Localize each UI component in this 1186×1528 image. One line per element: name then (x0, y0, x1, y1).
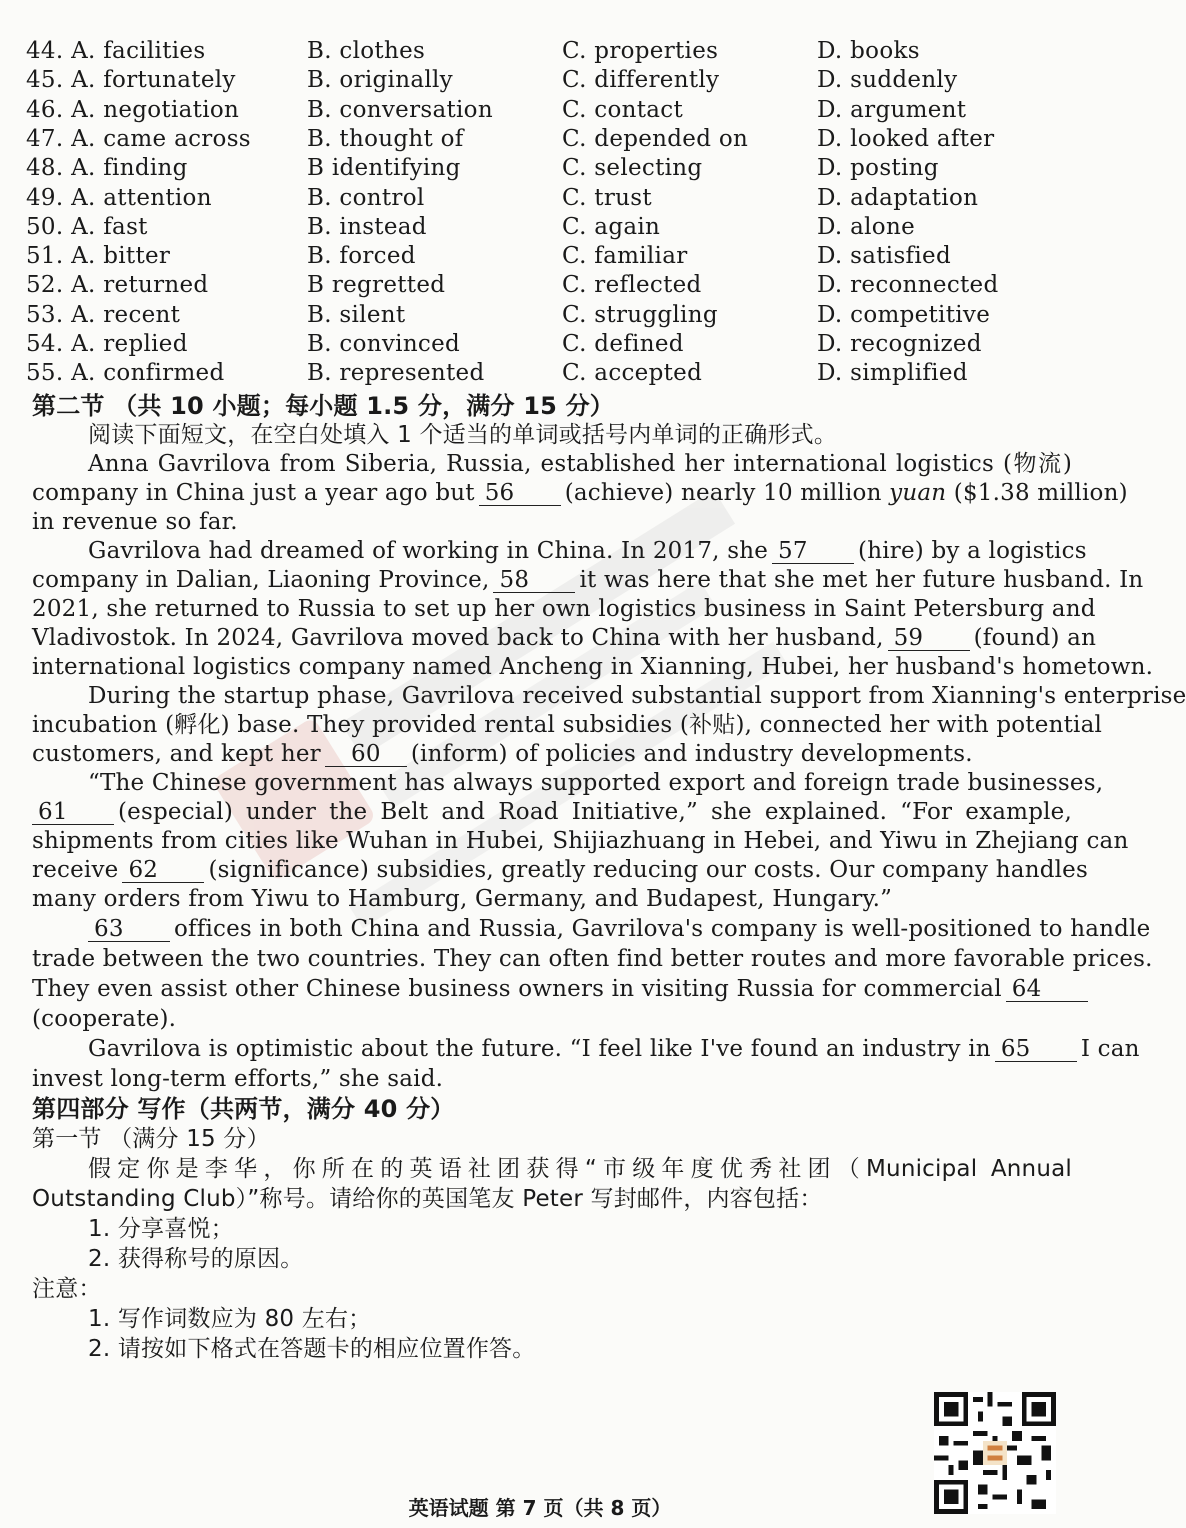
note-label: 注意： (32, 1276, 102, 1302)
option-d: D. reconnected (817, 272, 999, 299)
question-number: 47. (26, 125, 64, 152)
section2-instruction: 阅读下面短文，在空白处填入 1 个适当的单词或括号内单词的正确形式。 (88, 422, 838, 448)
option-text: A. returned (71, 272, 209, 299)
option-text: A. confirmed (71, 360, 225, 387)
question-number: 52. (26, 272, 64, 299)
question-number: 49. (26, 184, 64, 211)
option-a (26, 331, 188, 357)
question-row (0, 185, 1080, 214)
question-row (0, 155, 1080, 184)
note-item: 2. 请按如下格式在答题卡的相应位置作答。 (88, 1336, 536, 1362)
question-row (0, 67, 1080, 96)
option-c: C. selecting (562, 155, 703, 182)
option-text: A. fortunately (71, 67, 236, 94)
note-item: 1. 写作词数应为 80 左右； (88, 1306, 372, 1332)
passage-line: many orders from Yiwu to Hamburg, Germany, and Budapest, Hungary.” (32, 886, 893, 912)
option-b: B. conversation (307, 96, 493, 123)
option-d: D. recognized (817, 331, 982, 357)
question-row (0, 331, 1080, 360)
passage-line: Anna Gavrilova from Siberia, Russia, established her international logistics (物流) (88, 451, 1072, 477)
option-a (26, 97, 239, 123)
option-d: D. simplified (817, 360, 968, 387)
question-row (0, 243, 1080, 272)
blank-61[interactable]: 61 (32, 800, 114, 825)
option-c: C. struggling (562, 301, 718, 328)
option-a (26, 185, 212, 211)
passage-line: 2021, she returned to Russia to set up her own logistics business in Saint Petersburg and (32, 596, 1096, 622)
question-row (0, 38, 1080, 67)
option-text: A. fast (71, 213, 148, 240)
passage-line: “The Chinese government has always supported export and foreign trade businesses, (88, 770, 1104, 796)
option-text: A. negotiation (71, 96, 240, 123)
option-a (26, 302, 180, 328)
option-b: B. represented (307, 360, 485, 387)
question-number: 54. (26, 331, 64, 357)
option-b: B. convinced (307, 331, 461, 357)
writing-item: 2. 获得称号的原因。 (88, 1246, 304, 1272)
passage-line: Vladivostok. In 2024, Gavrilova moved back to China with her husband, 59 (found) an (32, 625, 1097, 651)
blank-57[interactable]: 57 (772, 539, 854, 564)
passage-line: (cooperate). (32, 1006, 177, 1032)
option-b: B. originally (307, 67, 453, 94)
passage-line: 63 offices in both China and Russia, Gavrilova's company is well-positioned to handle (88, 915, 1072, 944)
writing-prompt: 假定你是李华，你所在的英语社团获得“市级年度优秀社团（Municipal Annual (88, 1156, 1072, 1182)
option-b: B. thought of (307, 125, 464, 152)
blank-62[interactable]: 62 (122, 858, 204, 883)
option-text: A. finding (71, 155, 188, 182)
option-a (26, 155, 188, 181)
passage-line: They even assist other Chinese business owners in visiting Russia for commercial 64 (32, 975, 1072, 1004)
blank-63[interactable]: 63 (88, 917, 170, 942)
question-number: 44. (26, 38, 64, 64)
option-d: D. competitive (817, 301, 991, 328)
blank-58[interactable]: 58 (493, 568, 575, 593)
section2-heading: 第二节 （共 10 小题；每小题 1.5 分，满分 15 分） (32, 392, 614, 420)
option-d: D. alone (817, 213, 915, 240)
option-d: D. looked after (817, 125, 995, 152)
option-c: C. differently (562, 67, 720, 94)
page-footer: 英语试题 第 7 页（共 8 页） (408, 1496, 672, 1520)
option-c: C. depended on (562, 125, 749, 152)
passage-line: receive 62 (significance) subsidies, greatly reducing our costs. Our company handles (32, 857, 1088, 883)
part4-heading: 第四部分 写作（共两节，满分 40 分） (32, 1095, 455, 1123)
option-c: C. contact (562, 96, 684, 123)
option-a (26, 360, 225, 386)
question-number: 45. (26, 67, 64, 94)
option-text: A. bitter (71, 243, 171, 270)
writing-prompt: Outstanding Club）”称号。请给你的英国笔友 Peter 写封邮件，内容包括： (32, 1186, 823, 1212)
option-c: C. defined (562, 331, 684, 357)
option-a (26, 272, 208, 298)
question-row (0, 97, 1080, 126)
option-text: A. facilities (71, 38, 206, 64)
option-c: C. accepted (562, 360, 703, 387)
option-b: B. forced (307, 243, 416, 270)
option-c: C. reflected (562, 272, 702, 299)
option-text: A. replied (71, 331, 188, 357)
passage-line: incubation (孵化) base. They provided rental subsidies (补贴), connected her with potential (32, 712, 1103, 738)
writing-item: 1. 分享喜悦； (88, 1216, 234, 1242)
question-number: 55. (26, 360, 64, 387)
passage-line: in revenue so far. (32, 509, 238, 535)
passage-line: Gavrilova had dreamed of working in China. In 2017, she 57 (hire) by a logistics (88, 538, 1087, 564)
option-c: C. trust (562, 184, 652, 211)
option-text: A. recent (71, 301, 181, 328)
blank-56[interactable]: 56 (479, 481, 561, 506)
question-row (0, 360, 1080, 389)
option-a (26, 38, 205, 64)
passage-line: shipments from cities like Wuhan in Hubei, Shijiazhuang in Hebei, and Yiwu in Zhejiang can (32, 828, 1129, 854)
question-number: 48. (26, 155, 64, 182)
question-row (0, 126, 1080, 155)
option-c: C. familiar (562, 243, 688, 270)
option-d: D. satisfied (817, 243, 951, 270)
option-d: D. posting (817, 155, 939, 182)
question-number: 53. (26, 301, 64, 328)
option-a (26, 67, 236, 93)
passage-line: company in Dalian, Liaoning Province, 58 it was here that she met her future husband. In (32, 567, 1144, 593)
option-text: A. attention (71, 184, 212, 211)
passage-line: Gavrilova is optimistic about the future. “I feel like I've found an industry in 65 I can (88, 1036, 1140, 1062)
option-b: B regretted (307, 272, 446, 299)
option-a (26, 126, 251, 152)
part4-section1: 第一节 （满分 15 分） (32, 1126, 270, 1152)
option-a (26, 243, 170, 269)
passage-line: invest long-term efforts,” she said. (32, 1066, 444, 1092)
passage-line: 61 (especial) under the Belt and Road Initiative,” she explained. “For example, (32, 798, 1072, 827)
question-row (0, 214, 1080, 243)
question-number: 50. (26, 213, 64, 240)
option-d: D. argument (817, 96, 967, 123)
passage-line: company in China just a year ago but 56 (achieve) nearly 10 million yuan ($1.38 million) (32, 480, 1128, 506)
option-d: D. suddenly (817, 67, 958, 94)
blank-64[interactable]: 64 (1006, 977, 1088, 1002)
option-text: A. came across (71, 125, 251, 152)
question-row (0, 272, 1080, 301)
option-b: B. instead (307, 213, 427, 240)
passage-line: international logistics company named Ancheng in Xianning, Hubei, her husband's hometown. (32, 654, 1154, 680)
question-row (0, 302, 1080, 331)
option-b: B. control (307, 184, 425, 211)
option-b: B. silent (307, 301, 406, 328)
passage-line: customers, and kept her 60 (inform) of policies and industry developments. (32, 741, 973, 767)
option-c: C. properties (562, 38, 719, 64)
passage-line: trade between the two countries. They can often find better routes and more favorable prices. (32, 946, 1153, 972)
option-b: B. clothes (307, 38, 426, 64)
question-number: 46. (26, 96, 64, 123)
option-a (26, 214, 148, 240)
option-b: B identifying (307, 155, 461, 182)
option-c: C. again (562, 213, 661, 240)
blank-60[interactable]: 60 (325, 742, 407, 767)
option-d: D. books (817, 38, 920, 64)
blank-59[interactable]: 59 (888, 626, 970, 651)
option-d: D. adaptation (817, 184, 979, 211)
question-number: 51. (26, 243, 64, 270)
passage-line: During the startup phase, Gavrilova received substantial support from Xianning's enterprise (88, 683, 1186, 709)
blank-65[interactable]: 65 (995, 1037, 1077, 1062)
